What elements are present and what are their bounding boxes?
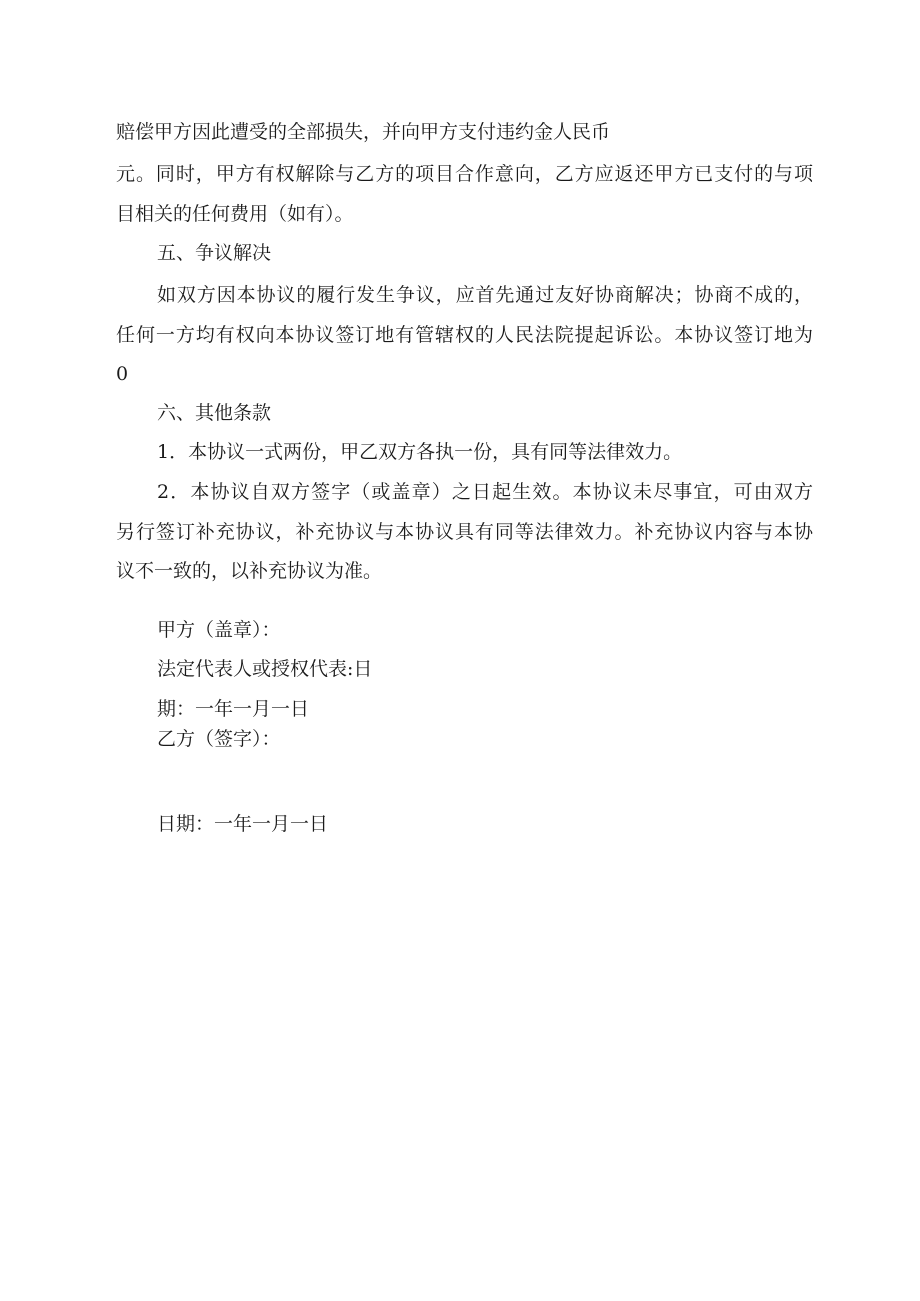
breach-text-line-2: 元。同时，甲方有权解除与乙方的项目合作意向，乙方应返还甲方已支付的与项 [116, 163, 813, 185]
party-b-date: 日期：一年一月一日 [157, 813, 329, 835]
section-5-heading: 五、争议解决 [157, 242, 272, 264]
clause-2-line-2: 另行签订补充协议，补充协议与本协议具有同等法律效力。补充协议内容与本协 [116, 521, 813, 543]
breach-text-line-3: 目相关的任何费用（如有）。 [116, 203, 354, 225]
party-a-date: 期：一年一月一日 [157, 698, 310, 720]
clause-1: 1．本协议一式两份，甲乙双方各执一份，具有同等法律效力。 [157, 441, 683, 463]
representative-label: 法定代表人或授权代表:日 [157, 658, 373, 680]
section-5-text-line-3: 0 [116, 363, 129, 385]
clause-2-line-1: 2．本协议自双方签字（或盖章）之日起生效。本协议未尽事宜，可由双方 [157, 481, 813, 503]
party-a-seal-label: 甲方（盖章）： [157, 619, 281, 641]
section-6-heading: 六、其他条款 [157, 402, 272, 424]
section-5-text-line-2: 任何一方均有权向本协议签订地有管辖权的人民法院提起诉讼。本协议签订地为 [116, 324, 813, 346]
party-b-signature-label: 乙方（签字）： [157, 728, 281, 750]
breach-text-line-1: 赔偿甲方因此遭受的全部损失，并向甲方支付违约金人民币 [116, 121, 611, 143]
clause-2-line-3: 议不一致的，以补充协议为准。 [116, 560, 383, 582]
section-5-text-line-1: 如双方因本协议的履行发生争议，应首先通过友好协商解决；协商不成的， [157, 284, 813, 306]
